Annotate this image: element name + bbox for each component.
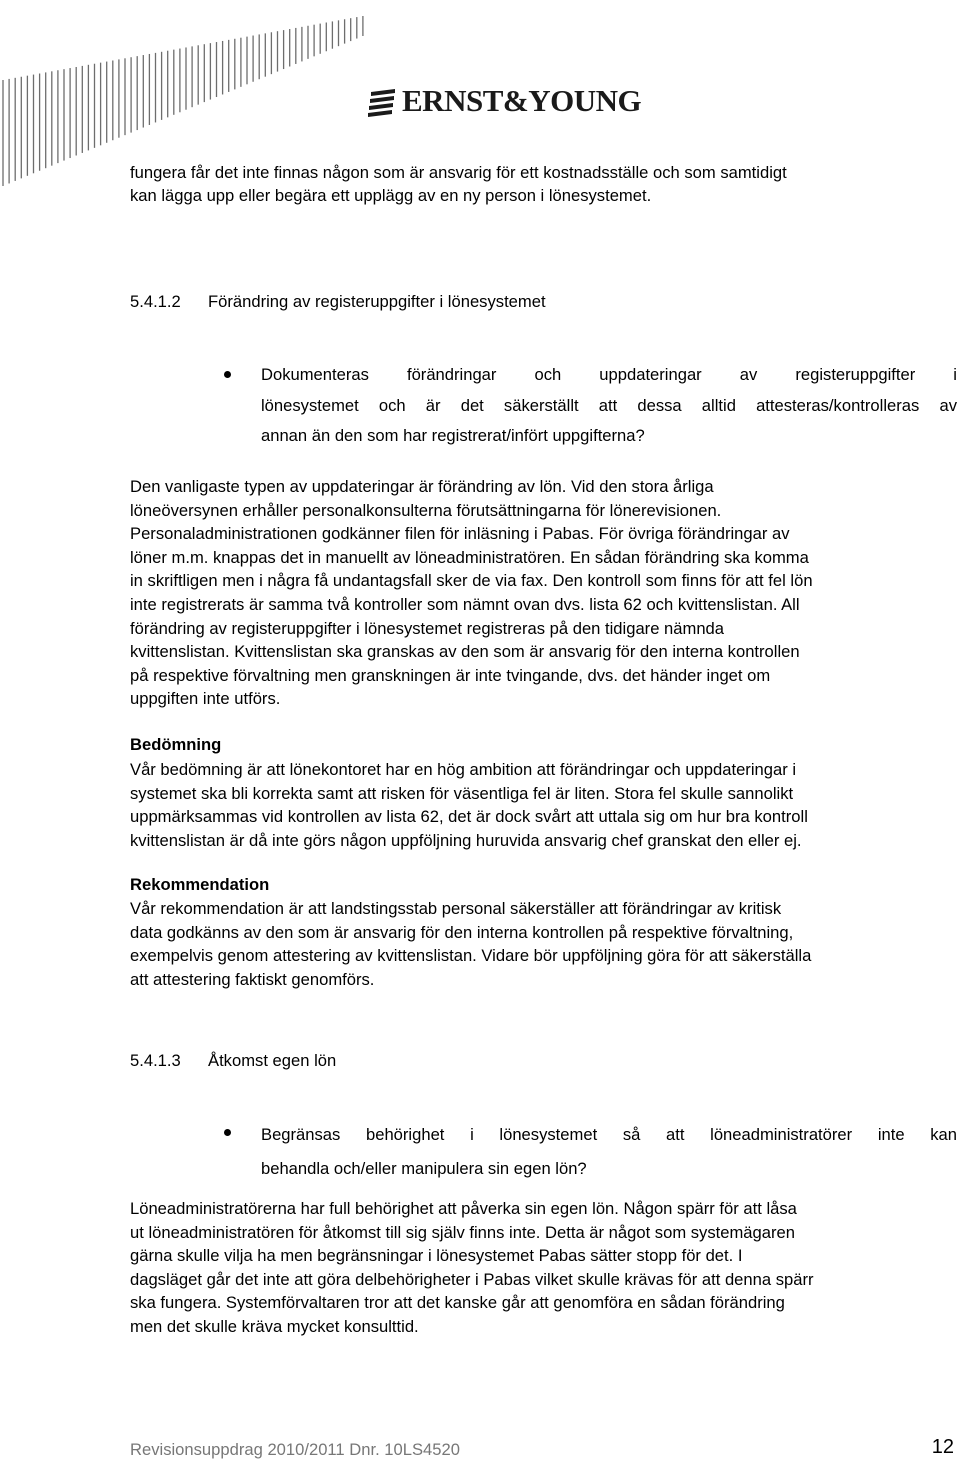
text-line: Vår rekommendation är att landstingsstab personal säkerställer att förändringar av kritisk: [130, 899, 782, 918]
text-segment: inte registrerats är samma två kontroller som nämnt ovan dvs. lista 62 och kvittenslistan. All: [130, 594, 800, 614]
recommendation-heading: Rekommendation: [130, 875, 270, 894]
text-line: kan lägga upp eller begära ett upplägg av en ny person i lönesystemet.: [130, 186, 652, 206]
text-segment: För övriga förändringar av: [594, 524, 790, 544]
text-line: ska fungera. Systemförvaltaren tror att det kanske går att genomföra en sådan förändring: [130, 1293, 785, 1313]
text-line: gärna skulle vilja ha men begränsningar i lönesystemet Pabas sätter stopp för det. I: [130, 1246, 743, 1266]
text-line: uppmärksammas vid kontrollen av lista 62, det är dock svårt att uttala sig om hur bra kontroll: [130, 807, 808, 827]
bullet-icon: [224, 1129, 231, 1136]
text-segment: Den kontroll som finns för att fel lön: [547, 571, 813, 591]
access-paragraph: [130, 1197, 957, 1339]
text-line: [130, 546, 957, 570]
text-segment: Den vanligaste typen av uppdateringar är förändring av lön.: [130, 477, 567, 496]
text-line: [130, 475, 957, 499]
text-segment: in skriftligen men i några få undantagsfall sker de via fax.: [130, 571, 548, 591]
text-line: [130, 593, 957, 617]
bullet-question: [224, 360, 957, 450]
assessment-heading: Bedömning: [130, 735, 222, 754]
logo-amp: &: [502, 83, 529, 118]
text-segment: förändring av registeruppgifter i lönesystemet registreras på den tidigare nämnda: [130, 618, 725, 638]
text-segment: kvittenslistan. Kvittenslistan ska granskas av den som är ansvarig för den interna kontrollen: [130, 642, 800, 662]
text-line: systemet ska bli korrekta samt att risken för väsentliga fel är liten. Stora fel skulle sannolikt: [130, 783, 794, 803]
section-heading: [130, 1051, 336, 1071]
text-line: exempelvis genom attestering av kvittenslistan. Vidare bör uppföljning göra för att säkerställa: [130, 946, 812, 966]
section-heading: [130, 292, 546, 312]
intro-paragraph: [130, 161, 957, 207]
text-line: [130, 640, 957, 664]
text-segment: Personaladministrationen godkänner filen för inläsning i Pabas.: [130, 524, 594, 544]
text-line: [130, 499, 957, 523]
text-line: data godkänns av den som är ansvarig för den interna kontrollen på respektive förvaltning,: [130, 922, 794, 942]
text-line: dagsläget går det inte att göra delbehörigheter i Pabas vilket skulle krävas för att denna spärr: [130, 1269, 814, 1289]
text-line: fungera får det inte finnas någon som är ansvarig för ett kostnadsställe och som samtidigt: [130, 163, 787, 182]
bullet-line: Dokumenteras förändringar och uppdateringar av registeruppgifter i: [261, 365, 957, 384]
text-line: ut löneadministratören för åtkomst till sig själv finns inte. Detta är något som systemägaren: [130, 1222, 795, 1242]
section-number: 5.4.1.3: [130, 1051, 181, 1070]
text-segment: på respektive förvaltning men granskningen är inte tvingande, dvs. det händer inget om: [130, 665, 771, 685]
text-segment: löneöversynen erhåller personalkonsulterna förutsättningarna för lönerevisionen.: [130, 500, 722, 520]
bullet-line: behandla och/eller manipulera sin egen lön?: [261, 1159, 587, 1178]
section-title: Förändring av registeruppgifter i lönesystemet: [208, 292, 546, 311]
text-line: [130, 617, 957, 641]
text-line: [130, 687, 957, 711]
text-line: att attestering faktiskt genomförs.: [130, 969, 375, 989]
text-line: men det skulle kräva mycket konsulttid.: [130, 1316, 419, 1336]
text-line: [130, 664, 957, 688]
bullet-line: Begränsas behörighet i lönesystemet så att löneadministratörer inte kan: [261, 1125, 957, 1144]
text-line: Vår bedömning är att lönekontoret har en hög ambition att förändringar och uppdateringar i: [130, 760, 797, 779]
text-line: kvittenslistan är då inte görs någon uppföljning huruvida ansvarig chef granskat den eller ej.: [130, 830, 802, 850]
text-segment: uppgiften inte utförs.: [130, 689, 281, 709]
bullet-line: lönesystemet och är det säkerställt att dessa alltid attesteras/kontrolleras av: [261, 395, 957, 415]
assessment-paragraph: [130, 758, 957, 852]
text-line: [130, 569, 957, 593]
recommendation-paragraph: [130, 897, 957, 991]
text-line: Löneadministratörerna har full behörighet att påverka sin egen lön. Någon spärr för att låsa: [130, 1199, 797, 1218]
footer-reference: Revisionsuppdrag 2010/2011 Dnr. 10LS4520: [130, 1440, 460, 1459]
logo-text-left: ERNST: [402, 83, 503, 118]
section-number: 5.4.1.2: [130, 292, 181, 311]
logo-text: [402, 83, 641, 119]
text-segment: Vid den stora årliga: [566, 477, 714, 496]
bullet-line: annan än den som har registrerat/infört uppgifterna?: [261, 426, 645, 445]
logo-mark-icon: [368, 88, 402, 120]
text-segment: En sådan förändring ska komma: [565, 547, 809, 567]
section-title: Åtkomst egen lön: [208, 1051, 337, 1070]
text-line: [130, 522, 957, 546]
logo-text-right: YOUNG: [528, 83, 642, 118]
bullet-question: [224, 1118, 957, 1188]
bullet-icon: [224, 371, 231, 378]
update-paragraph: [130, 475, 957, 711]
page-number: 12: [931, 1436, 954, 1458]
text-segment: löner m.m. knappas det in manuellt av löneadministratören.: [130, 547, 566, 567]
